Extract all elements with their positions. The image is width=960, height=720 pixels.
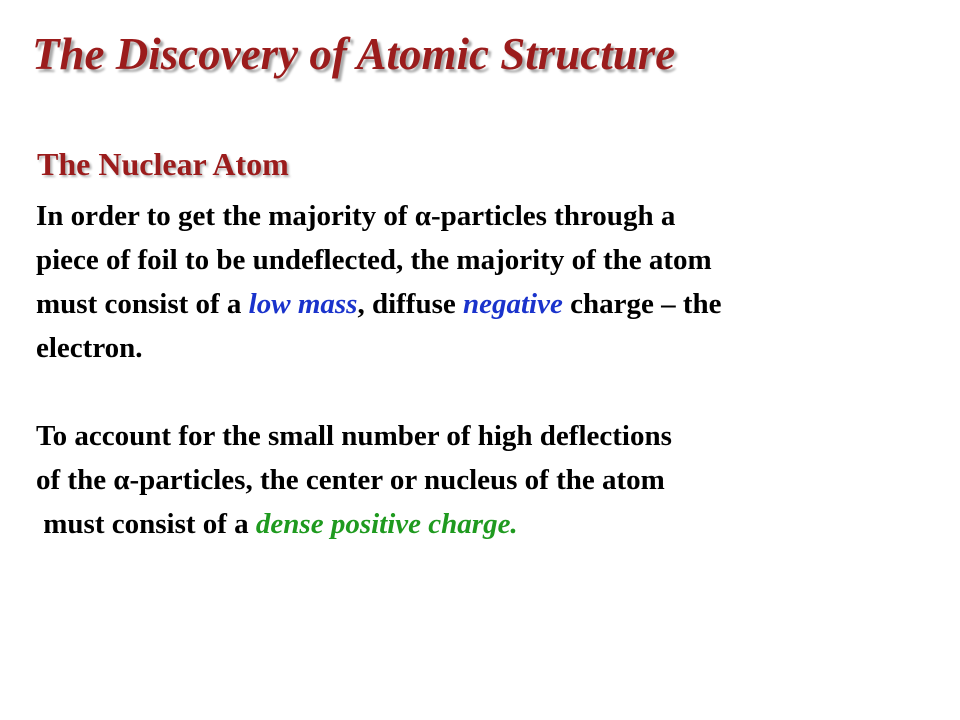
text-run: charge – the <box>562 288 722 320</box>
text-run: , diffuse <box>357 288 463 320</box>
paragraph-line: of the α-particles, the center or nucleus of the atom <box>36 464 665 496</box>
paragraph-line: electron. <box>36 332 143 364</box>
text-run: must consist of a <box>36 508 256 540</box>
emphasis-negative: negative <box>463 288 563 320</box>
paragraph-line <box>36 502 672 546</box>
slide-title: The Discovery of Atomic Structure <box>32 29 676 79</box>
text-run: must consist of a <box>36 288 249 320</box>
emphasis-low-mass: low mass <box>248 288 358 320</box>
paragraph-line: In order to get the majority of α-particles through a <box>36 200 676 232</box>
paragraph-line <box>36 282 722 326</box>
paragraph-electron <box>36 194 722 370</box>
section-heading: The Nuclear Atom <box>37 146 289 182</box>
paragraph-line: piece of foil to be undeflected, the majority of the atom <box>36 244 712 276</box>
emphasis-dense-positive-charge: dense positive charge. <box>255 508 518 540</box>
paragraph-nucleus <box>36 414 672 546</box>
paragraph-line: To account for the small number of high deflections <box>36 420 672 452</box>
